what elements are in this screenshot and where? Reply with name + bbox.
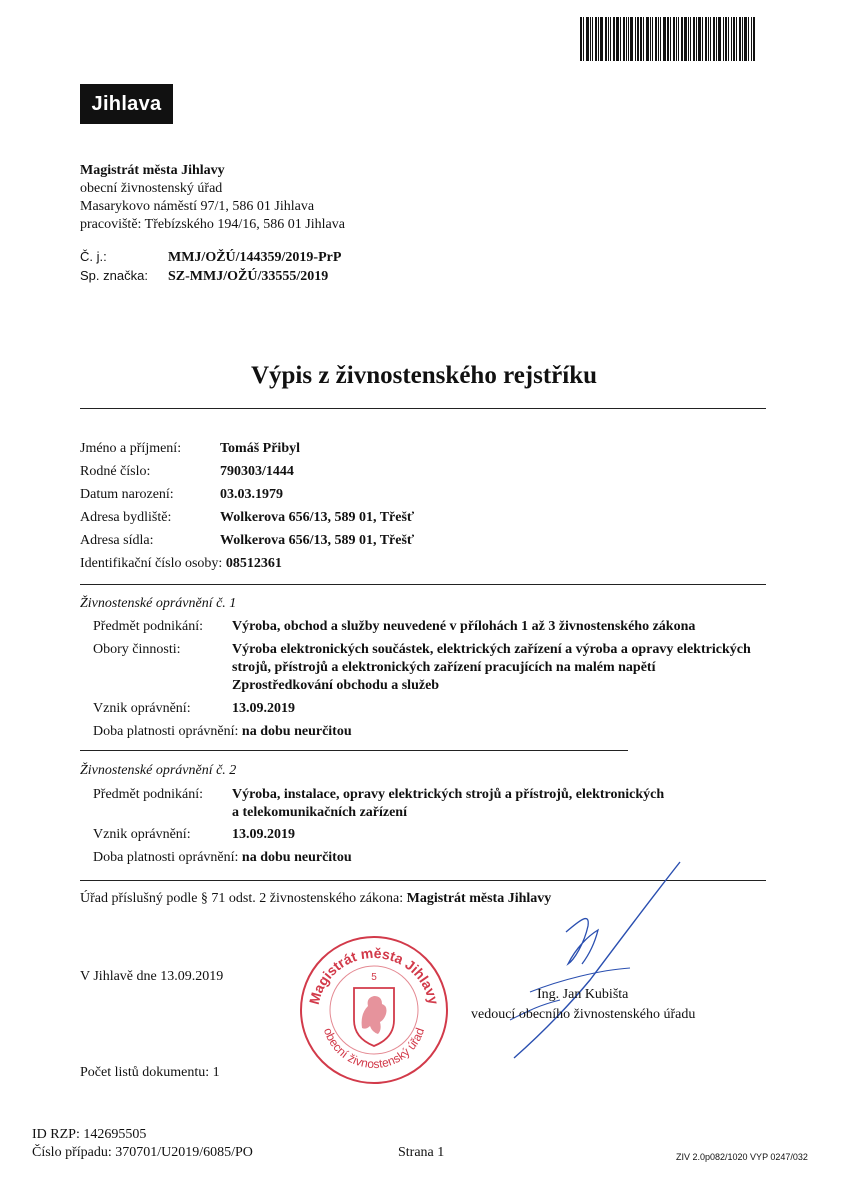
license1-field-line: strojů, přístrojů a elektronických zařízení pracujících na malém napětí	[232, 660, 656, 675]
cj-label: Č. j.:	[80, 249, 107, 264]
license2-validity-value: na dobu neurčitou	[241, 850, 352, 865]
barcode-bar	[623, 17, 625, 61]
barcode-bar	[616, 17, 619, 61]
barcode-bar	[688, 17, 689, 61]
barcode-bar	[713, 17, 715, 61]
barcode-bar	[590, 17, 591, 61]
office-value: Magistrát města Jihlavy	[406, 891, 552, 906]
barcode-bar	[739, 17, 741, 61]
license1-fields-value	[232, 641, 751, 695]
barcode-bar	[595, 17, 597, 61]
license2-subject-line: a telekomunikačních zařízení	[232, 805, 407, 820]
id-rzp: ID RZP: 142695505	[32, 1127, 147, 1142]
dob-row	[80, 486, 283, 504]
barcode-bar	[744, 17, 747, 61]
barcode-bar	[600, 17, 603, 61]
name-value: Tomáš Přibyl	[220, 441, 300, 456]
cj-value: MMJ/OŽÚ/144359/2019-PrP	[168, 250, 342, 265]
rc-value: 790303/1444	[220, 464, 294, 479]
signer-name: Ing. Jan Kubišta	[537, 987, 629, 1002]
barcode-bar	[718, 17, 721, 61]
dob-label: Datum narození:	[80, 487, 174, 502]
license1-subject-label: Předmět podnikání:	[93, 619, 204, 634]
stamp-top-text: Magistrát města Jihlavy	[305, 944, 443, 1007]
license2-origin-label: Vznik oprávnění:	[93, 827, 191, 842]
license1-fields-label: Obory činnosti:	[93, 642, 181, 657]
stamp-lion	[362, 996, 387, 1034]
barcode-bar	[655, 17, 657, 61]
page-number: Strana 1	[398, 1145, 445, 1160]
barcode-bar	[643, 17, 644, 61]
barcode-bar	[626, 17, 627, 61]
license1-validity-label: Doba platnosti oprávnění:	[93, 724, 239, 739]
barcode-bar	[580, 17, 582, 61]
spz-value: SZ-MMJ/OŽÚ/33555/2019	[168, 269, 329, 284]
barcode-bar	[742, 17, 743, 61]
license1-field-line: Zprostředkování obchodu a služeb	[232, 678, 440, 693]
issuer-block	[80, 162, 345, 234]
license1-origin-label: Vznik oprávnění:	[93, 701, 191, 716]
barcode-bar	[667, 17, 669, 61]
barcode-bar	[725, 17, 727, 61]
license2-subject-label: Předmět podnikání:	[93, 787, 204, 802]
issuer-name: Magistrát města Jihlavy	[80, 163, 225, 178]
ico-label: Identifikační číslo osoby:	[80, 556, 223, 571]
barcode-bar	[663, 17, 666, 61]
barcode-bar	[702, 17, 703, 61]
barcode-bar	[728, 17, 729, 61]
license1-origin-value: 13.09.2019	[232, 701, 295, 716]
barcode-bar	[583, 17, 584, 61]
reference-block	[80, 248, 341, 286]
jihlava-logo: Jihlava	[80, 84, 173, 124]
official-stamp	[298, 934, 450, 1086]
name-row	[80, 440, 300, 458]
barcode-bar	[620, 17, 621, 61]
barcode-bar	[660, 17, 661, 61]
barcode-bar	[610, 17, 611, 61]
license1-validity-value: na dobu neurčitou	[241, 724, 352, 739]
barcode-bar	[733, 17, 735, 61]
barcode-bar	[698, 17, 701, 61]
barcode-bar	[635, 17, 636, 61]
barcode-bar	[676, 17, 677, 61]
license1-subject-value: Výroba, obchod a služby neuvedené v přílohách 1 až 3 živnostenského zákona	[232, 619, 696, 634]
ico-value: 08512361	[225, 556, 282, 571]
license2-origin-value: 13.09.2019	[232, 827, 295, 842]
barcode-bar	[613, 17, 615, 61]
address-row	[80, 509, 414, 527]
barcode-bar	[716, 17, 717, 61]
barcode-bar	[628, 17, 629, 61]
barcode-bar	[658, 17, 659, 61]
barcode-bar	[751, 17, 752, 61]
license2-validity-row	[93, 849, 352, 867]
barcode-bar	[693, 17, 695, 61]
license1-divider	[80, 750, 628, 751]
stamp-bottom-text: obecní živnostenský úřad	[320, 1026, 428, 1072]
seat-label: Adresa sídla:	[80, 533, 154, 548]
spz-label: Sp. značka:	[80, 268, 148, 283]
license2-heading: Živnostenské oprávnění č. 2	[80, 763, 237, 778]
barcode-bar	[690, 17, 691, 61]
stamp-number: 5	[371, 972, 377, 983]
place-date: V Jihlavě dne 13.09.2019	[80, 969, 224, 984]
barcode-bar	[646, 17, 649, 61]
signer-role: vedoucí obecního živnostenského úřadu	[471, 1007, 696, 1022]
barcode	[580, 17, 766, 61]
case-number: Číslo případu: 370701/U2019/6085/PO	[32, 1145, 253, 1160]
barcode-bar	[748, 17, 749, 61]
barcode-bar	[586, 17, 589, 61]
license2-subject-line: Výroba, instalace, opravy elektrických strojů a přístrojů, elektronických	[232, 787, 665, 802]
barcode-bar	[630, 17, 633, 61]
seat-value: Wolkerova 656/13, 589 01, Třešť	[220, 533, 415, 548]
dob-value: 03.03.1979	[220, 487, 283, 502]
barcode-bar	[681, 17, 683, 61]
license2-validity-label: Doba platnosti oprávnění:	[93, 850, 239, 865]
rc-row	[80, 463, 294, 481]
title-divider	[80, 408, 766, 409]
document-title: Výpis z živnostenského rejstříku	[250, 362, 598, 389]
barcode-bar	[670, 17, 671, 61]
license1-field-line: Výroba elektronických součástek, elektrických zařízení a výroba a opravy elektrických	[232, 642, 751, 657]
barcode-bar	[736, 17, 737, 61]
issuer-workplace: pracoviště: Třebízského 194/16, 586 01 Jihlava	[80, 217, 345, 232]
office-text: Úřad příslušný podle § 71 odst. 2 živnostenského zákona:	[80, 891, 404, 906]
barcode-bar	[723, 17, 724, 61]
barcode-bar	[650, 17, 651, 61]
issuer-address: Masarykovo náměstí 97/1, 586 01 Jihlava	[80, 199, 315, 214]
license2-subject-value	[232, 786, 664, 822]
barcode-bar	[684, 17, 687, 61]
seat-row	[80, 532, 414, 550]
signature	[470, 860, 690, 1060]
barcode-bar	[753, 17, 755, 61]
barcode-bar	[640, 17, 642, 61]
page-count: Počet listů dokumentu: 1	[80, 1065, 220, 1080]
barcode-bar	[592, 17, 593, 61]
barcode-bar	[637, 17, 639, 61]
barcode-bar	[731, 17, 732, 61]
license1-heading: Živnostenské oprávnění č. 1	[80, 596, 237, 611]
rc-label: Rodné číslo:	[80, 464, 151, 479]
barcode-bar	[652, 17, 653, 61]
barcode-bar	[673, 17, 675, 61]
address-value: Wolkerova 656/13, 589 01, Třešť	[220, 510, 415, 525]
name-label: Jméno a příjmení:	[80, 441, 182, 456]
barcode-bar	[708, 17, 709, 61]
barcode-bar	[696, 17, 697, 61]
barcode-bar	[705, 17, 707, 61]
person-divider	[80, 584, 766, 585]
barcode-bar	[605, 17, 607, 61]
barcode-bar	[678, 17, 679, 61]
ico-row	[80, 555, 282, 573]
license1-validity-row	[93, 723, 352, 741]
address-label: Adresa bydliště:	[80, 510, 172, 525]
form-code: ZIV 2.0p082/1020 VYP 0247/032	[676, 1152, 808, 1162]
barcode-bar	[598, 17, 599, 61]
issuer-department: obecní živnostenský úřad	[80, 181, 223, 196]
barcode-bar	[608, 17, 609, 61]
barcode-bar	[710, 17, 711, 61]
